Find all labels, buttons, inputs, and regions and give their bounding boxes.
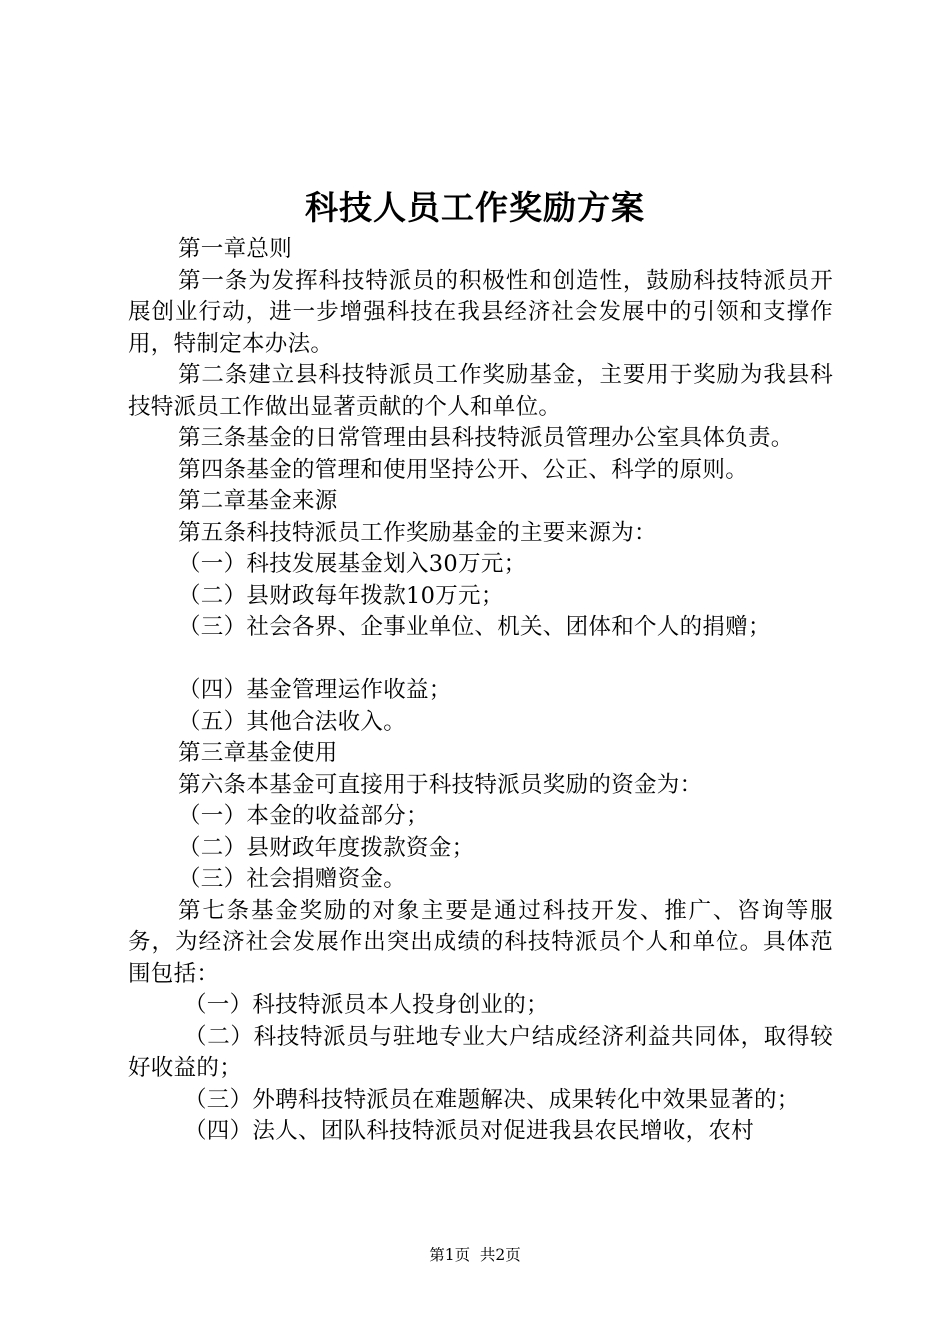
list-item: （三）社会各界、企事业单位、机关、团体和个人的捐赠； — [178, 614, 771, 640]
list-item: （二）县财政年度拨款资金； — [178, 834, 475, 861]
paragraph: 第四条基金的管理和使用坚持公开、公正、科学的原则。 — [178, 456, 749, 483]
chapter-heading: 第一章总则 — [178, 236, 293, 262]
document-body — [128, 234, 833, 1148]
document-title: 科技人员工作奖励方案 — [305, 188, 645, 227]
list-item: （四）基金管理运作收益； — [178, 677, 452, 703]
chapter-heading: 第二章基金来源 — [178, 488, 338, 514]
list-item: （一）科技发展基金划入30万元； — [178, 551, 527, 577]
list-item: （二）科技特派员与驻地专业大户结成经济利益共同体，取得较好收益的； — [128, 1023, 833, 1081]
list-item: （一）科技特派员本人投身创业的； — [184, 992, 549, 1018]
paragraph: 第五条科技特派员工作奖励基金的主要来源为： — [178, 519, 657, 546]
list-item: （一）本金的收益部分； — [178, 803, 429, 829]
list-item: （四）法人、团队科技特派员对促进我县农民增收，农村 — [184, 1118, 755, 1144]
list-item: （三）外聘科技特派员在难题解决、成果转化中效果显著的； — [184, 1086, 800, 1113]
paragraph: 第七条基金奖励的对象主要是通过科技开发、推广、咨询等服务，为经济社会发展作出突出成绩的科技特派员个人和单位。具体范围包括： — [128, 897, 833, 987]
list-item: （三）社会捐赠资金。 — [178, 866, 407, 892]
paragraph: 第三条基金的日常管理由县科技特派员管理办公室具体负责。 — [178, 425, 794, 451]
chapter-heading: 第三章基金使用 — [178, 740, 338, 766]
paragraph: 第六条本基金可直接用于科技特派员奖励的资金为： — [178, 771, 703, 798]
list-item: （二）县财政每年拨款10万元； — [178, 582, 504, 609]
list-item: （五）其他合法收入。 — [178, 708, 407, 735]
paragraph: 第二条建立县科技特派员工作奖励基金，主要用于奖励为我县科技特派员工作做出显著贡献的个人和单位。 — [128, 362, 833, 420]
paragraph: 第一条为发挥科技特派员的积极性和创造性，鼓励科技特派员开展创业行动，进一步增强科技在我县经济社会发展中的引领和支撑作用，特制定本办法。 — [128, 267, 833, 357]
page-footer: 第1页 共2页 — [429, 1246, 521, 1264]
